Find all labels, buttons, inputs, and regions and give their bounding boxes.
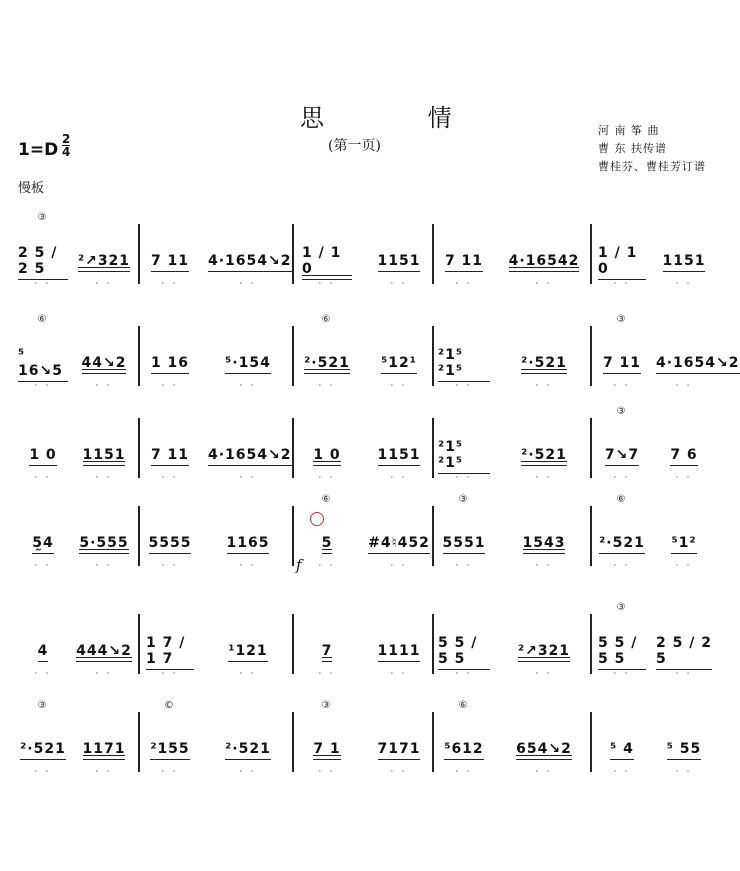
- note-group: 1111: [377, 643, 421, 659]
- beat-group: [598, 602, 646, 678]
- beat-group: [364, 436, 434, 482]
- note-group: ²155: [150, 741, 190, 757]
- score-row: [14, 700, 718, 776]
- octave-dots: · ·: [318, 669, 336, 678]
- octave-dots: · ·: [390, 279, 408, 288]
- string-mark: ③: [321, 700, 333, 711]
- barline: [292, 418, 294, 478]
- note-group: ²·521: [521, 447, 567, 463]
- beat-group: [438, 242, 490, 288]
- beat-group: [74, 242, 134, 288]
- note-group: 1151: [662, 253, 706, 269]
- octave-dots: · ·: [161, 669, 179, 678]
- beat-group: [598, 314, 646, 390]
- octave-dots: · ·: [455, 669, 473, 678]
- dynamic-marking: f: [296, 556, 302, 574]
- beat-group: [302, 242, 352, 288]
- octave-dots: · ·: [239, 279, 257, 288]
- octave-dots: · ·: [95, 381, 113, 390]
- note-group: ²1⁵ ²1⁵: [438, 347, 490, 379]
- beat-group: [208, 524, 288, 570]
- string-mark: ⑥: [37, 314, 49, 325]
- note-group: ⁵ 4: [610, 741, 634, 757]
- note-group: ⁵ 16↘5: [18, 347, 68, 379]
- beat-group: [504, 524, 584, 570]
- beat-group: [364, 344, 434, 390]
- note-group: ⁵612: [444, 741, 484, 757]
- note-group: ¹121: [228, 643, 268, 659]
- note-group: 5555: [148, 535, 192, 551]
- string-mark: ⑥: [321, 494, 333, 505]
- octave-dots: · ·: [95, 561, 113, 570]
- note-group: 1 0: [29, 447, 57, 463]
- string-mark: ©: [164, 700, 176, 711]
- octave-dots: · ·: [613, 561, 631, 570]
- beat-group: [208, 344, 288, 390]
- beat-group: [146, 344, 194, 390]
- note-group: 1543: [522, 535, 566, 551]
- octave-dots: · ·: [613, 381, 631, 390]
- note-group: 5 5 / 5 5: [598, 635, 646, 667]
- barline: [292, 224, 294, 284]
- note-group: 1 0: [313, 447, 341, 463]
- octave-dots: · ·: [34, 279, 52, 288]
- note-group: 1151: [82, 447, 126, 463]
- time-signature: [62, 133, 70, 158]
- string-mark: ③: [616, 314, 628, 325]
- octave-dots: · ·: [95, 473, 113, 482]
- beat-group: [18, 632, 68, 678]
- barline: [590, 506, 592, 566]
- beat-group: [438, 700, 490, 776]
- barline: [590, 418, 592, 478]
- string-mark: ③: [37, 700, 49, 711]
- note-group: 4: [37, 643, 49, 659]
- octave-dots: · ·: [95, 279, 113, 288]
- note-group: 4·1654↘2: [208, 447, 292, 463]
- time-signature-top: 2: [62, 132, 71, 146]
- octave-dots: · ·: [239, 767, 257, 776]
- beat-group: [302, 700, 352, 776]
- note-group: 7 11: [150, 253, 190, 269]
- barline: [138, 506, 140, 566]
- barline: [590, 712, 592, 772]
- note-group: 7: [321, 643, 333, 659]
- beat-group: [364, 524, 434, 570]
- barline: [138, 712, 140, 772]
- octave-dots: · ·: [239, 669, 257, 678]
- note-group: 1165: [226, 535, 270, 551]
- octave-dots: · ·: [161, 473, 179, 482]
- octave-dots: · ·: [455, 381, 473, 390]
- beat-group: [438, 632, 490, 678]
- octave-dots: · ·: [34, 381, 52, 390]
- beat-group: [74, 632, 134, 678]
- beat-group: [146, 700, 194, 776]
- beat-group: [598, 730, 646, 776]
- note-group: 5 5 / 5 5: [438, 635, 490, 667]
- octave-dots: · ·: [34, 473, 52, 482]
- octave-dots: · ·: [455, 279, 473, 288]
- beat-group: [598, 494, 646, 570]
- octave-dots: · ·: [390, 767, 408, 776]
- time-signature-bottom: 4: [62, 145, 71, 159]
- note-group: 7 11: [602, 355, 642, 371]
- octave-dots: · ·: [34, 561, 52, 570]
- octave-dots: · ·: [318, 279, 336, 288]
- note-group: 1171: [82, 741, 126, 757]
- score-row: [14, 314, 740, 390]
- beat-group: [438, 494, 490, 570]
- octave-dots: · ·: [675, 669, 693, 678]
- octave-dots: · ·: [675, 561, 693, 570]
- octave-dots: · ·: [613, 279, 631, 288]
- beat-group: [74, 436, 134, 482]
- note-group: 1 / 1 0: [302, 245, 352, 277]
- barline: [292, 712, 294, 772]
- octave-dots: · ·: [95, 669, 113, 678]
- beat-group: [18, 524, 68, 570]
- beat-group: [504, 344, 584, 390]
- note-group: 4·16542: [508, 253, 580, 269]
- octave-dots: · ·: [318, 381, 336, 390]
- beat-group: [74, 524, 134, 570]
- beat-group: [364, 242, 434, 288]
- note-group: 2 5 / 2 5: [18, 245, 68, 277]
- string-mark: ⑥: [458, 700, 470, 711]
- beat-group: [302, 494, 352, 570]
- note-group: ⁵1²: [671, 535, 697, 551]
- note-group: 1 / 1 0: [598, 245, 646, 277]
- beat-group: [438, 436, 490, 482]
- note-group: 4·1654↘2: [208, 253, 292, 269]
- octave-dots: · ·: [535, 561, 553, 570]
- note-group: 7 11: [444, 253, 484, 269]
- note-group: ⁵·154: [225, 355, 271, 371]
- beat-group: [18, 212, 68, 288]
- note-group: 654↘2: [516, 741, 572, 757]
- string-mark: ③: [37, 212, 49, 223]
- string-mark: ⑥: [321, 314, 333, 325]
- note-group: ²1⁵ ²1⁵: [438, 439, 490, 471]
- beat-group: [504, 436, 584, 482]
- beat-group: [208, 632, 288, 678]
- note-group: 5: [321, 535, 333, 551]
- octave-dots: · ·: [161, 381, 179, 390]
- note-group: ²·521: [599, 535, 645, 551]
- note-group: ²·521: [20, 741, 66, 757]
- beat-group: [364, 632, 434, 678]
- note-group: 1 7 / 1 7: [146, 635, 194, 667]
- note-group: ²·521: [521, 355, 567, 371]
- octave-dots: · ·: [535, 767, 553, 776]
- barline: [138, 418, 140, 478]
- beat-group: [146, 524, 194, 570]
- octave-dots: · ·: [161, 279, 179, 288]
- beat-group: [146, 242, 194, 288]
- barline: [590, 224, 592, 284]
- beat-group: [656, 242, 712, 288]
- beat-group: [656, 632, 712, 678]
- octave-dots: · ·: [675, 473, 693, 482]
- page-title: 思 情: [300, 104, 500, 132]
- string-mark: ③: [616, 602, 628, 613]
- octave-dots: · ·: [675, 767, 693, 776]
- octave-dots: · ·: [455, 561, 473, 570]
- beat-group: [504, 242, 584, 288]
- beat-group: [146, 436, 194, 482]
- note-group: 5̰4: [32, 535, 54, 551]
- note-group: 7171: [377, 741, 421, 757]
- note-group: ⁵ 55: [666, 741, 702, 757]
- beat-group: [302, 632, 352, 678]
- octave-dots: · ·: [390, 473, 408, 482]
- octave-dots: · ·: [675, 279, 693, 288]
- octave-dots: · ·: [390, 669, 408, 678]
- octave-dots: · ·: [161, 561, 179, 570]
- octave-dots: · ·: [390, 561, 408, 570]
- note-group: ²·521: [225, 741, 271, 757]
- score-row: [14, 494, 718, 570]
- octave-dots: · ·: [455, 767, 473, 776]
- beat-group: [18, 314, 68, 390]
- octave-dots: · ·: [239, 561, 257, 570]
- octave-dots: · ·: [161, 767, 179, 776]
- octave-dots: · ·: [535, 473, 553, 482]
- string-mark: ③: [616, 406, 628, 417]
- note-group: 2 5 / 2 5: [656, 635, 712, 667]
- beat-group: [504, 730, 584, 776]
- note-group: ²·521: [304, 355, 350, 371]
- barline: [138, 326, 140, 386]
- octave-dots: · ·: [613, 473, 631, 482]
- note-group: 1 16: [150, 355, 190, 371]
- tempo-marking: 慢板: [18, 181, 45, 196]
- note-group: 1151: [377, 447, 421, 463]
- credit-line-2: 曹 东 扶传谱: [598, 142, 667, 155]
- beat-group: [504, 632, 584, 678]
- page-subtitle: (第一页): [328, 138, 381, 154]
- string-mark: ⑥: [616, 494, 628, 505]
- octave-dots: · ·: [239, 473, 257, 482]
- note-group: ⁵12¹: [381, 355, 417, 371]
- barline: [590, 326, 592, 386]
- beat-group: [74, 344, 134, 390]
- octave-dots: · ·: [95, 767, 113, 776]
- note-group: 5·555: [79, 535, 129, 551]
- barline: [292, 326, 294, 386]
- note-group: 4·1654↘2: [656, 355, 740, 371]
- beat-group: [18, 436, 68, 482]
- beat-group: [364, 730, 434, 776]
- beat-group: [656, 436, 712, 482]
- beat-group: [74, 730, 134, 776]
- note-group: ²↗321: [77, 253, 131, 269]
- octave-dots: · ·: [239, 381, 257, 390]
- octave-dots: · ·: [390, 381, 408, 390]
- barline: [292, 614, 294, 674]
- octave-dots: · ·: [34, 767, 52, 776]
- beat-group: [598, 406, 646, 482]
- note-group: 444↘2: [76, 643, 132, 659]
- octave-dots: · ·: [613, 669, 631, 678]
- octave-dots: · ·: [34, 669, 52, 678]
- beat-group: [302, 436, 352, 482]
- beat-group: [656, 344, 740, 390]
- octave-dots: · ·: [318, 561, 336, 570]
- beat-group: [208, 242, 292, 288]
- note-group: 1151: [377, 253, 421, 269]
- octave-dots: · ·: [675, 381, 693, 390]
- octave-dots: · ·: [535, 669, 553, 678]
- beat-group: [656, 730, 712, 776]
- score-row: [14, 602, 718, 678]
- barline: [590, 614, 592, 674]
- note-group: 5551: [442, 535, 486, 551]
- beat-group: [18, 700, 68, 776]
- note-group: 44↘2: [81, 355, 127, 371]
- beat-group: [146, 632, 194, 678]
- octave-dots: · ·: [318, 473, 336, 482]
- barline: [138, 614, 140, 674]
- beat-group: [208, 436, 292, 482]
- note-group: 7 1: [313, 741, 341, 757]
- note-group: #4♮452: [368, 535, 430, 551]
- barline: [292, 506, 294, 566]
- beat-group: [438, 344, 490, 390]
- beat-group: [208, 730, 288, 776]
- beat-group: [302, 314, 352, 390]
- octave-dots: · ·: [535, 279, 553, 288]
- credit-line-3: 曹桂芬、曹桂芳订谱: [598, 160, 706, 173]
- octave-dots: · ·: [613, 767, 631, 776]
- credit-line-1: 河 南 筝 曲: [598, 124, 660, 137]
- note-group: ²↗321: [517, 643, 571, 659]
- note-group: 7 6: [670, 447, 698, 463]
- score-row: [14, 212, 718, 288]
- octave-dots: · ·: [318, 767, 336, 776]
- note-group: 7↘7: [604, 447, 640, 463]
- beat-group: [656, 524, 712, 570]
- octave-dots: · ·: [535, 381, 553, 390]
- note-group: 7 11: [150, 447, 190, 463]
- key-signature: 1=D: [18, 140, 59, 160]
- beat-group: [598, 242, 646, 288]
- score-row: [14, 406, 718, 482]
- octave-dots: · ·: [455, 473, 473, 482]
- string-mark: ③: [458, 494, 470, 505]
- barline: [138, 224, 140, 284]
